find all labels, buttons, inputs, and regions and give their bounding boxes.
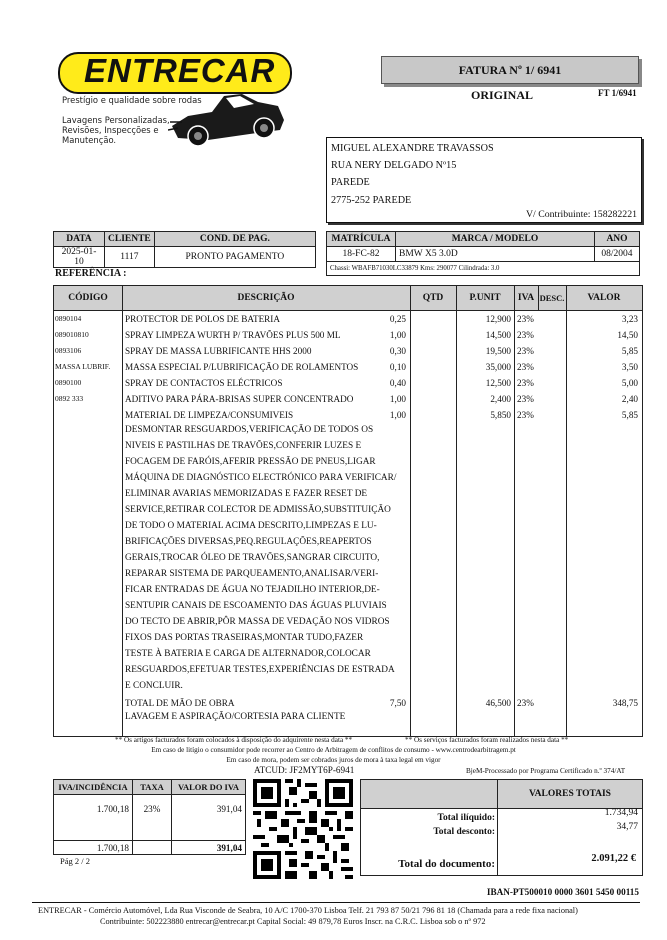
company-logo-text: ENTRECAR [84, 52, 276, 89]
discount-total-value: 34,77 [616, 822, 638, 832]
footer-divider [32, 902, 640, 903]
invoice-copy-label: ORIGINAL [471, 88, 534, 102]
header-vat: IVA [517, 293, 535, 303]
net-total-value: 1.734,94 [604, 808, 638, 818]
client-postal-code: 2775-252 PAREDE [331, 195, 412, 206]
document-total-value: 2.091,22 € [591, 853, 636, 864]
vehicle-plate: 18-FC-82 [327, 247, 396, 262]
page-number: Pág 2 / 2 [60, 856, 90, 866]
header-vat-base: IVA/INCIDÊNCIA [54, 780, 133, 795]
vat-summary-table [53, 779, 246, 855]
totals-header: VALORES TOTAIS [529, 789, 611, 799]
discount-total-label: Total desconto: [433, 827, 495, 837]
labor-row: TOTAL DE MÃO DE OBRA 7,50 46,500 23% 348,75 [125, 698, 638, 708]
client-locality: PAREDE [331, 177, 370, 188]
footer-company-address: ENTRECAR - Comércio Automóvel, Lda Rua Visconde de Seabra, 10 A/C 1700-370 Lisboa Telf. 21 793 87 50/21 796 81 18 (Chamada para a rede fixa nacional) [38, 906, 578, 915]
table-row: MASSA LUBRIF. MASSA ESPECIAL P/LUBRIFICAÇÃO DE ROLAMENTOS 0,10 35,000 23% 3,50 [55, 362, 638, 372]
header-vat-rate: TAXA [133, 780, 172, 795]
vat-base-total: 1.700,18 [54, 841, 133, 855]
atcud: ATCUD: JF2MYT6P-6941 [254, 765, 355, 775]
courtesy-line: LAVAGEM E ASPIRAÇÃO/CORTESIA PARA CLIENTE [125, 712, 346, 722]
client-number: 1117 [105, 247, 155, 268]
table-row: 0890104 PROTECTOR DE POLOS DE BATERIA 0,25 12,900 23% 3,23 [55, 314, 638, 324]
header-qty: QTD [422, 293, 444, 303]
header-payment-terms: COND. DE PAG. [154, 232, 315, 247]
invoice-title: FATURA Nº 1/ 6941 [381, 56, 639, 84]
vehicle-details: Chassi: WBAFB71030LC33879 Kms: 290077 Cilindrada: 3.0 [327, 262, 640, 276]
header-code: CÓDIGO [68, 293, 108, 303]
payment-terms: PRONTO PAGAMENTO [154, 247, 315, 268]
table-row: 0893106 SPRAY DE MASSA LUBRIFICANTE HHS 2000 0,30 19,500 23% 5,85 [55, 346, 638, 356]
vat-rate: 23% [133, 795, 172, 841]
note-goods: ** Os artigos facturados foram colocados à disposição do adquirente nesta data ** [115, 736, 353, 744]
car-icon [168, 86, 286, 152]
header-vat-amount: VALOR DO IVA [172, 780, 246, 795]
items-table: CÓDIGO DESCRIÇÃO QTD P.UNIT IVA DESC. VALOR 0890104 PROTECTOR DE POLOS DE BATERIA 0,25 12,900 23% 3,23 089010810 SPRAY LIMPEZA WURTH P/ TRAVÕES PLUS 500 ML 1,00 14,500 23% 14,50 0893106 SPRAY DE MASSA LUBRIFICANTE HHS 2000 0,30 19,500 23% 5,85 MASSA LUBRIF. MASSA ESPECIAL P/LUBRIFICAÇÃO DE ROLAMENTOS 0,10 35,000 23% 3,50 0890100 SPRAY DE CONTACTOS ELÉCTRICOS 0,40 12,500 23% 5,00 0892 333 ADITIVO PARA PÁRA-BRISAS SUPER CONCENTRADO 1,00 2,400 23% 2,40 MATERIAL DE LIMPEZA/CONSUMIVEIS 1,00 5,850 23% 5,85 DESMONTAR RESGUARDOS,VERIFICAÇÃO DE TODOS OS NIVEIS E PASTILHAS DE TRAVÕES,CONFERIR LUZES E FOCAGEM DE FARÓIS,AFERIR PRESSÃO DE PNEUS,LIGAR MÁQUINA DE DIAGNÓSTICO ELECTRÓNICO PARA VERIFICAR/ ELIMINAR AVARIAS MEMORIZADAS E FAZER RESET DE SERVICE,RETIRAR COLECTOR DE ADMISSÃO,SUBSTITUIÇÃO DE TODO O MATERIAL ACIMA DESCRITO,LIMPEZAS E LU- BRIFICAÇÕES DIVERSAS,PEQ.REGULAÇÕES,REAPERTOS GERAIS,TROCAR ÓLEO DE TRAVÕES,SANGRAR CIRCUITO, REPARAR SISTEMA DE PARQUEAMENTO,ANALISAR/VERI- FICAR ENTRADAS DE ÁGUA NO TEJADILHO INTERIOR,DE- SENTUPIR CANAIS DE ESCOAMENTO DAS ÁGUAS PLUVIAIS DO TECTO DE ABRIR,PÔR MASSA DE VEDAÇÃO NOS VIDROS FIXOS DAS PORTAS TRASEIRAS,MONTAR TUDO,FAZER TESTE À BATERIA E CARGA DE ALTERNADOR,COLOCAR RESGUARDOS,EFETUAR TESTES,EXPERIÊNCIAS DE ESTRADA E CONCLUIR. TOTAL DE MÃO DE OBRA 7,50 46,500 23% 348,75 LAVAGEM E ASPIRAÇÃO/CORTESIA PARA CLIENTE [53, 285, 643, 737]
reference-label: REFERÊNCIA : [55, 268, 127, 279]
header-plate: MATRÍCULA [327, 232, 396, 247]
invoice-info-table [53, 231, 316, 268]
table-row: 0892 333 ADITIVO PARA PÁRA-BRISAS SUPER CONCENTRADO 1,00 2,400 23% 2,40 [55, 394, 638, 404]
vehicle-year: 08/2004 [595, 247, 640, 262]
client-address-line: RUA NERY DELGADO Nº15 [331, 160, 457, 171]
header-unit-price: P.UNIT [469, 293, 501, 303]
totals-box [360, 779, 643, 876]
qr-code-icon [253, 779, 353, 879]
net-total-label: Total ilíquido: [437, 813, 495, 823]
header-client: CLIENTE [105, 232, 155, 247]
vat-amount: 391,04 [172, 795, 246, 841]
vat-amount-total: 391,04 [172, 841, 246, 855]
table-row: 0890100 SPRAY DE CONTACTOS ELÉCTRICOS 0,40 12,500 23% 5,00 [55, 378, 638, 388]
vehicle-model: BMW X5 3.0D [396, 247, 595, 262]
header-year: ANO [595, 232, 640, 247]
vat-base: 1.700,18 [54, 795, 133, 841]
header-description: DESCRIÇÃO [237, 293, 295, 303]
iban: IBAN-PT500010 0000 3601 5450 00115 [486, 887, 639, 897]
header-value: VALOR [587, 293, 621, 303]
invoice-code: FT 1/6941 [598, 88, 637, 98]
company-tagline: Prestígio e qualidade sobre rodas [62, 95, 202, 105]
client-name: MIGUEL ALEXANDRE TRAVASSOS [331, 143, 494, 154]
header-discount: DESC. [539, 293, 565, 303]
header-date: DATA [54, 232, 105, 247]
header-brand-model: MARCA / MODELO [396, 232, 595, 247]
note-interest: Em caso de mora, podem ser cobrados juros de mora à taxa legal em vigor [226, 756, 441, 764]
footer-company-registry: Contribuinte: 502223880 entrecar@entrecar.pt Capital Social: 49 879,78 Euros Inscr. na C.R.C. Lisboa sob o nº 972 [100, 917, 486, 926]
note-litigation: Em caso de litígio o consumidor pode recorrer ao Centro de Arbitragem de conflitos de consumo - www.centrodearbitragem.pt [151, 746, 516, 754]
invoice-date: 2025-01-10 [54, 247, 105, 268]
client-address-box [326, 137, 642, 223]
company-service-3: Manutenção. [62, 135, 117, 145]
company-service-1: Lavagens Personalizadas, [62, 115, 170, 125]
certified-program: BjeM-Processado por Programa Certificado n.º 374/AT [466, 767, 626, 775]
document-total-label: Total do documento: [398, 858, 495, 870]
company-service-2: Revisões, Inspecções e [62, 125, 159, 135]
table-row: 089010810 SPRAY LIMPEZA WURTH P/ TRAVÕES PLUS 500 ML 1,00 14,500 23% 14,50 [55, 330, 638, 340]
client-nif: V/ Contribuinte: 158282221 [525, 209, 637, 220]
table-row: MATERIAL DE LIMPEZA/CONSUMIVEIS 1,00 5,850 23% 5,85 [125, 410, 638, 420]
note-services: ** Os serviços facturados foram realizados nesta data ** [405, 736, 569, 744]
vehicle-table [326, 231, 640, 276]
